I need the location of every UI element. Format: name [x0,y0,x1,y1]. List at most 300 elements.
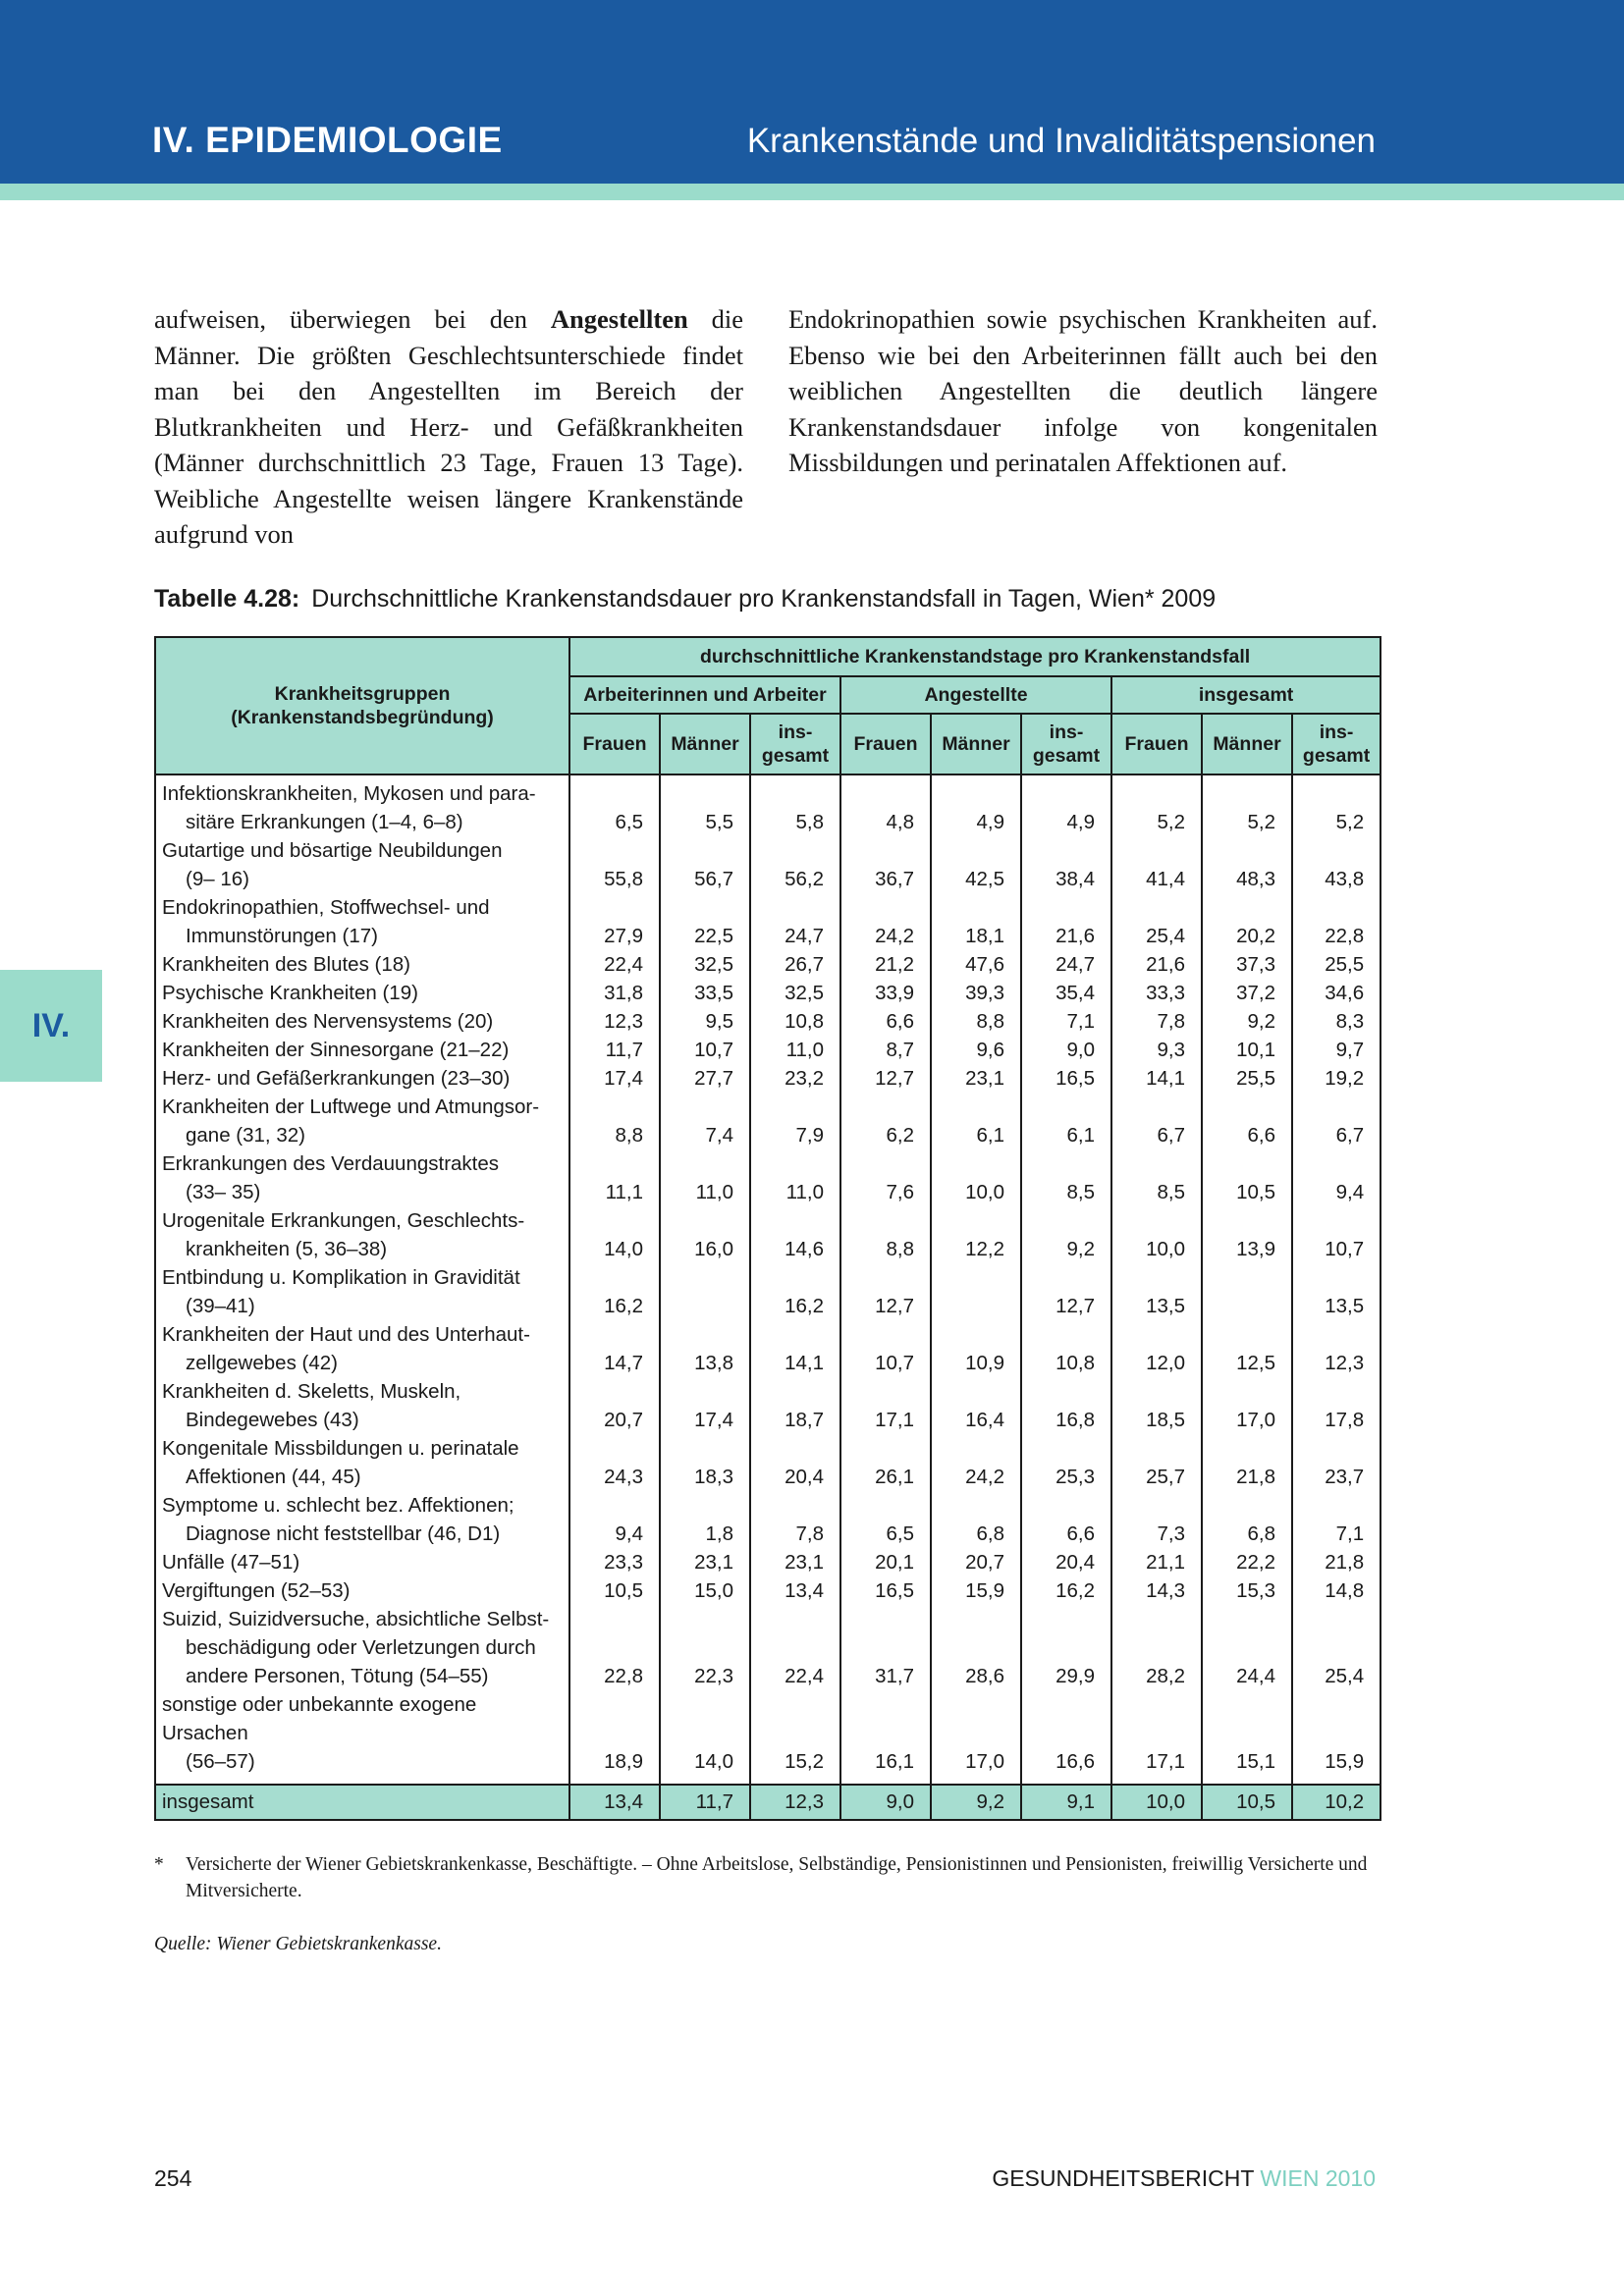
row-label-line: Affektionen (44, 45) [186,1466,361,1488]
value-cell: 17,4 [569,1064,660,1093]
value-cell: 24,4 [1202,1605,1292,1690]
table-row [155,1007,1380,1036]
table-row [155,1206,1380,1263]
row-label [155,1491,569,1548]
subcol-header-maenner: Männer [931,714,1021,774]
value-cell: 10,7 [660,1036,750,1064]
value-cell: 15,0 [660,1576,750,1605]
table-row [155,774,1380,836]
value-cell: 31,7 [840,1605,931,1690]
total-value-cell: 10,5 [1202,1785,1292,1820]
subcol-header-line: gesamt [1032,745,1101,767]
value-cell: 8,8 [840,1206,931,1263]
table-row [155,1149,1380,1206]
total-label: insgesamt [155,1785,569,1820]
table-row [155,1576,1380,1605]
value-cell [1202,1263,1292,1320]
table-caption-text: Durchschnittliche Krankenstandsdauer pro Krankenstandsfall in Tagen, Wien* 2009 [311,585,1217,613]
row-label [155,1320,569,1377]
row-label-line: Bindegewebes (43) [186,1409,359,1431]
body-text-left-end: die Männer. Die größten Geschlechtsunterschiede findet man bei den Angestellten im Bereich der Blutkrankheiten und Herz- und Gefäßkrankheiten (Männer durchschnittlich 23 Tage, Frauen 13 Tage). Weibliche Angestellte weisen längere Krankenstände aufgrund von [154,304,744,549]
footer-title-accent: WIEN 2010 [1260,2165,1376,2191]
value-cell: 14,8 [1292,1576,1380,1605]
value-cell: 21,8 [1292,1548,1380,1576]
value-cell: 8,5 [1111,1149,1202,1206]
value-cell: 9,3 [1111,1036,1202,1064]
row-label-line: Krankheiten des Blutes (18) [162,953,410,976]
row-label-line: krankheiten (5, 36–38) [186,1238,388,1260]
value-cell: 11,0 [660,1149,750,1206]
table-row [155,1491,1380,1548]
value-cell: 14,1 [1111,1064,1202,1093]
chapter-title: IV. EPIDEMIOLOGIE [152,120,503,160]
value-cell: 4,9 [931,774,1021,836]
value-cell: 20,7 [931,1548,1021,1576]
row-label [155,1093,569,1149]
value-cell: 12,5 [1202,1320,1292,1377]
value-cell: 10,7 [840,1320,931,1377]
total-value-cell: 10,0 [1111,1785,1202,1820]
subcol-header-maenner: Männer [660,714,750,774]
value-cell: 18,5 [1111,1377,1202,1434]
value-cell: 9,5 [660,1007,750,1036]
value-cell: 16,5 [840,1576,931,1605]
value-cell: 6,5 [840,1491,931,1548]
value-cell: 25,4 [1292,1605,1380,1690]
value-cell: 17,0 [931,1690,1021,1785]
value-cell: 21,2 [840,950,931,979]
footnote-text: Versicherte der Wiener Gebietskrankenkasse, Beschäftigte. – Ohne Arbeitslose, Selbständige, Pensionistinnen und Pensionisten, freiwillig Versicherte und Mitversicherte. [186,1854,1368,1901]
row-label [155,1149,569,1206]
footnote-marker: * [154,1854,164,1875]
row-label [155,1605,569,1690]
row-label [155,1064,569,1093]
subcol-header-line: ins- [778,721,813,743]
subcol-header-insgesamt [1021,714,1111,774]
value-cell: 20,4 [750,1434,840,1491]
table-row [155,979,1380,1007]
value-cell: 34,6 [1292,979,1380,1007]
value-cell: 41,4 [1111,836,1202,893]
value-cell: 8,8 [569,1093,660,1149]
total-value-cell: 9,0 [840,1785,931,1820]
value-cell: 6,2 [840,1093,931,1149]
value-cell: 6,1 [931,1093,1021,1149]
value-cell: 12,0 [1111,1320,1202,1377]
value-cell: 12,3 [1292,1320,1380,1377]
value-cell: 31,8 [569,979,660,1007]
row-label [155,1036,569,1064]
value-cell: 11,0 [750,1036,840,1064]
value-cell: 55,8 [569,836,660,893]
value-cell: 6,6 [1202,1093,1292,1149]
value-cell: 23,1 [660,1548,750,1576]
value-cell: 17,1 [1111,1690,1202,1785]
row-label-line: andere Personen, Tötung (54–55) [186,1665,489,1687]
row-label [155,836,569,893]
value-cell: 16,6 [1021,1690,1111,1785]
value-cell: 16,0 [660,1206,750,1263]
row-label [155,893,569,950]
table-row [155,893,1380,950]
value-cell: 5,8 [750,774,840,836]
value-cell: 8,8 [931,1007,1021,1036]
value-cell: 6,6 [1021,1491,1111,1548]
value-cell: 25,7 [1111,1434,1202,1491]
value-cell: 10,9 [931,1320,1021,1377]
body-text-emphasis: Angestellten [550,304,688,334]
value-cell: 16,4 [931,1377,1021,1434]
row-label-line: Immunstörungen (17) [186,925,378,947]
value-cell: 18,7 [750,1377,840,1434]
value-cell: 5,2 [1111,774,1202,836]
value-cell: 22,4 [569,950,660,979]
page-number: 254 [154,2165,192,2191]
value-cell: 13,5 [1111,1263,1202,1320]
value-cell: 14,7 [569,1320,660,1377]
value-cell: 20,7 [569,1377,660,1434]
value-cell: 8,5 [1021,1149,1111,1206]
value-cell: 11,7 [569,1036,660,1064]
value-cell: 22,8 [1292,893,1380,950]
value-cell: 16,2 [1021,1576,1111,1605]
value-cell: 20,4 [1021,1548,1111,1576]
row-label-line: beschädigung oder Verletzungen durch [186,1636,536,1659]
value-cell: 5,2 [1202,774,1292,836]
value-cell: 6,7 [1111,1093,1202,1149]
row-label-line: sonstige oder unbekannte exogene Ursachen [162,1693,477,1744]
total-value-cell: 13,4 [569,1785,660,1820]
value-cell: 9,0 [1021,1036,1111,1064]
row-label-line: Psychische Krankheiten (19) [162,982,418,1004]
value-cell: 14,3 [1111,1576,1202,1605]
value-cell: 7,1 [1021,1007,1111,1036]
row-label-line: Suizid, Suizidversuche, absichtliche Selbst- [162,1608,550,1630]
value-cell: 37,3 [1202,950,1292,979]
value-cell: 5,5 [660,774,750,836]
value-cell: 5,2 [1292,774,1380,836]
value-cell: 18,3 [660,1434,750,1491]
value-cell: 20,1 [840,1548,931,1576]
footer-title-main: GESUNDHEITSBERICHT [992,2165,1254,2191]
row-label [155,774,569,836]
subcol-header-frauen: Frauen [840,714,931,774]
table-row [155,1320,1380,1377]
value-cell: 17,8 [1292,1377,1380,1434]
value-cell: 25,4 [1111,893,1202,950]
value-cell: 4,9 [1021,774,1111,836]
row-label-line: Krankheiten des Nervensystems (20) [162,1010,494,1033]
group-header-angestellte: Angestellte [840,676,1111,714]
value-cell: 10,1 [1202,1036,1292,1064]
subcol-header-line: ins- [1319,721,1354,743]
value-cell: 23,7 [1292,1434,1380,1491]
value-cell: 16,1 [840,1690,931,1785]
value-cell: 7,6 [840,1149,931,1206]
value-cell: 42,5 [931,836,1021,893]
page-header [0,0,1624,184]
value-cell: 9,4 [569,1491,660,1548]
value-cell: 10,5 [569,1576,660,1605]
total-value-cell: 9,2 [931,1785,1021,1820]
value-cell: 35,4 [1021,979,1111,1007]
row-header-line: Krankheitsgruppen [274,683,451,705]
value-cell: 22,5 [660,893,750,950]
value-cell: 37,2 [1202,979,1292,1007]
value-cell: 56,2 [750,836,840,893]
row-label [155,979,569,1007]
row-label-line: Krankheiten der Luftwege und Atmungsor- [162,1095,540,1118]
value-cell: 9,4 [1292,1149,1380,1206]
value-cell: 47,6 [931,950,1021,979]
value-cell: 22,4 [750,1605,840,1690]
subcol-header-frauen: Frauen [1111,714,1202,774]
value-cell: 15,9 [931,1576,1021,1605]
value-cell: 32,5 [750,979,840,1007]
subcol-header-line: ins- [1049,721,1084,743]
value-cell: 39,3 [931,979,1021,1007]
value-cell: 33,5 [660,979,750,1007]
row-label [155,1206,569,1263]
value-cell: 22,2 [1202,1548,1292,1576]
row-label-line: Gutartige und bösartige Neubildungen [162,839,503,862]
value-cell: 12,3 [569,1007,660,1036]
value-cell: 56,7 [660,836,750,893]
value-cell: 33,9 [840,979,931,1007]
value-cell: 28,6 [931,1605,1021,1690]
value-cell: 7,8 [1111,1007,1202,1036]
value-cell: 10,8 [1021,1320,1111,1377]
value-cell: 6,6 [840,1007,931,1036]
row-label [155,1576,569,1605]
table-row [155,1434,1380,1491]
value-cell: 38,4 [1021,836,1111,893]
subcol-header-line: gesamt [1302,745,1371,767]
table-row [155,950,1380,979]
value-cell: 14,6 [750,1206,840,1263]
value-cell: 25,3 [1021,1434,1111,1491]
total-row [155,1785,1380,1820]
value-cell: 24,7 [1021,950,1111,979]
total-value-cell: 12,3 [750,1785,840,1820]
value-cell: 10,0 [931,1149,1021,1206]
value-cell: 15,9 [1292,1690,1380,1785]
value-cell [931,1263,1021,1320]
row-label-line: Herz- und Gefäßerkrankungen (23–30) [162,1067,511,1090]
row-label [155,1007,569,1036]
row-label-line: (56–57) [186,1750,255,1773]
row-label [155,1263,569,1320]
value-cell: 14,0 [569,1206,660,1263]
value-cell: 25,5 [1202,1064,1292,1093]
body-text-right-column: Endokrinopathien sowie psychischen Krankheiten auf. Ebenso wie bei den Arbeiterinnen fällt auch bei den weiblichen Angestellten die deutlich längere Krankenstandsdauer infolge von kongenitalen Missbildungen und perinatalen Affektionen auf. [788,304,1378,477]
value-cell: 7,3 [1111,1491,1202,1548]
value-cell: 22,3 [660,1605,750,1690]
row-label-line: zellgewebes (42) [186,1352,338,1374]
table-row [155,1263,1380,1320]
row-label-line: sitäre Erkrankungen (1–4, 6–8) [186,811,463,833]
row-label-line: (39–41) [186,1295,255,1317]
total-value-cell: 10,2 [1292,1785,1380,1820]
value-cell: 28,2 [1111,1605,1202,1690]
table-row [155,1064,1380,1093]
row-label [155,1548,569,1576]
value-cell: 12,7 [1021,1263,1111,1320]
value-cell: 21,8 [1202,1434,1292,1491]
value-cell: 32,5 [660,950,750,979]
value-cell: 6,8 [1202,1491,1292,1548]
row-label [155,1434,569,1491]
row-label [155,1377,569,1434]
value-cell: 11,0 [750,1149,840,1206]
subcol-header-insgesamt [1292,714,1380,774]
total-value-cell: 9,1 [1021,1785,1111,1820]
value-cell: 17,0 [1202,1377,1292,1434]
value-cell: 15,3 [1202,1576,1292,1605]
value-cell: 23,1 [750,1548,840,1576]
value-cell: 29,9 [1021,1605,1111,1690]
value-cell: 10,7 [1292,1206,1380,1263]
value-cell: 11,1 [569,1149,660,1206]
row-label-line: Endokrinopathien, Stoffwechsel- und [162,896,490,919]
value-cell: 13,5 [1292,1263,1380,1320]
value-cell: 8,7 [840,1036,931,1064]
top-header-cell: durchschnittliche Krankenstandstage pro Krankenstandsfall [569,637,1380,676]
chapter-side-tab: IV. [0,970,102,1082]
value-cell: 18,1 [931,893,1021,950]
footnote [154,1851,1380,1904]
value-cell: 6,8 [931,1491,1021,1548]
row-label-line: Krankheiten der Haut und des Unterhaut- [162,1323,530,1346]
value-cell: 7,1 [1292,1491,1380,1548]
subcol-header-line: gesamt [761,745,830,767]
group-header-arbeiter: Arbeiterinnen und Arbeiter [569,676,840,714]
value-cell: 27,9 [569,893,660,950]
value-cell: 9,2 [1202,1007,1292,1036]
row-label-line: Diagnose nicht feststellbar (46, D1) [186,1522,501,1545]
value-cell: 20,2 [1202,893,1292,950]
row-label-line: Krankheiten d. Skeletts, Muskeln, [162,1380,461,1403]
row-label-line: Krankheiten der Sinnesorgane (21–22) [162,1039,510,1061]
body-text-left-column [154,301,743,553]
value-cell: 18,9 [569,1690,660,1785]
table-row [155,1377,1380,1434]
body-text-left-start: aufweisen, überwiegen bei den [154,304,551,334]
subcol-header-frauen: Frauen [569,714,660,774]
value-cell: 12,7 [840,1263,931,1320]
value-cell: 16,8 [1021,1377,1111,1434]
value-cell: 6,5 [569,774,660,836]
value-cell: 25,5 [1292,950,1380,979]
value-cell [660,1263,750,1320]
value-cell: 12,2 [931,1206,1021,1263]
table-row [155,1036,1380,1064]
value-cell: 33,3 [1111,979,1202,1007]
table-row [155,1093,1380,1149]
row-header-cell [155,637,569,774]
value-cell: 19,2 [1292,1064,1380,1093]
value-cell: 24,3 [569,1434,660,1491]
source-note: Quelle: Wiener Gebietskrankenkasse. [154,1934,442,1954]
row-label-line: Erkrankungen des Verdauungstraktes [162,1152,500,1175]
value-cell: 24,2 [840,893,931,950]
table-caption-label: Tabelle 4.28: [154,585,300,613]
row-label-line: (9– 16) [186,868,249,890]
value-cell: 9,2 [1021,1206,1111,1263]
value-cell: 23,3 [569,1548,660,1576]
row-label-line: Infektionskrankheiten, Mykosen und para- [162,782,536,805]
value-cell: 4,8 [840,774,931,836]
row-label-line: gane (31, 32) [186,1124,305,1147]
subcol-header-maenner: Männer [1202,714,1292,774]
value-cell: 7,9 [750,1093,840,1149]
value-cell: 21,6 [1111,950,1202,979]
value-cell: 24,2 [931,1434,1021,1491]
row-label [155,1690,569,1785]
table-caption [154,585,1381,614]
row-label-line: (33– 35) [186,1181,261,1203]
value-cell: 12,7 [840,1064,931,1093]
row-header-line: (Krankenstandsbegründung) [231,707,494,728]
value-cell: 14,0 [660,1690,750,1785]
value-cell: 26,7 [750,950,840,979]
value-cell: 8,3 [1292,1007,1380,1036]
group-header-insgesamt: insgesamt [1111,676,1380,714]
value-cell: 21,1 [1111,1548,1202,1576]
value-cell: 15,2 [750,1690,840,1785]
section-topic: Krankenstände und Invaliditätspensionen [746,122,1376,160]
value-cell: 27,7 [660,1064,750,1093]
row-label-line: Entbindung u. Komplikation in Gravidität [162,1266,520,1289]
value-cell: 10,0 [1111,1206,1202,1263]
row-label-line: Kongenitale Missbildungen u. perinatale [162,1437,519,1460]
sick-leave-table [154,636,1381,1821]
table-row [155,1605,1380,1690]
table-body [155,774,1380,1820]
value-cell: 21,6 [1021,893,1111,950]
table-row [155,836,1380,893]
value-cell: 13,8 [660,1320,750,1377]
header-accent-stripe [0,184,1624,200]
table-row [155,1548,1380,1576]
value-cell: 36,7 [840,836,931,893]
value-cell: 7,8 [750,1491,840,1548]
footer-title [992,2165,1376,2192]
value-cell: 13,4 [750,1576,840,1605]
row-label-line: Symptome u. schlecht bez. Affektionen; [162,1494,514,1517]
row-label-line: Vergiftungen (52–53) [162,1579,351,1602]
value-cell: 23,1 [931,1064,1021,1093]
value-cell: 48,3 [1202,836,1292,893]
value-cell: 13,9 [1202,1206,1292,1263]
row-label-line: Unfälle (47–51) [162,1551,300,1574]
row-label [155,950,569,979]
value-cell: 16,2 [750,1263,840,1320]
value-cell: 14,1 [750,1320,840,1377]
value-cell: 26,1 [840,1434,931,1491]
value-cell: 16,2 [569,1263,660,1320]
value-cell: 6,7 [1292,1093,1380,1149]
value-cell: 16,5 [1021,1064,1111,1093]
value-cell: 9,7 [1292,1036,1380,1064]
value-cell: 9,6 [931,1036,1021,1064]
value-cell: 23,2 [750,1064,840,1093]
value-cell: 7,4 [660,1093,750,1149]
value-cell: 10,8 [750,1007,840,1036]
value-cell: 24,7 [750,893,840,950]
value-cell: 43,8 [1292,836,1380,893]
value-cell: 17,4 [660,1377,750,1434]
